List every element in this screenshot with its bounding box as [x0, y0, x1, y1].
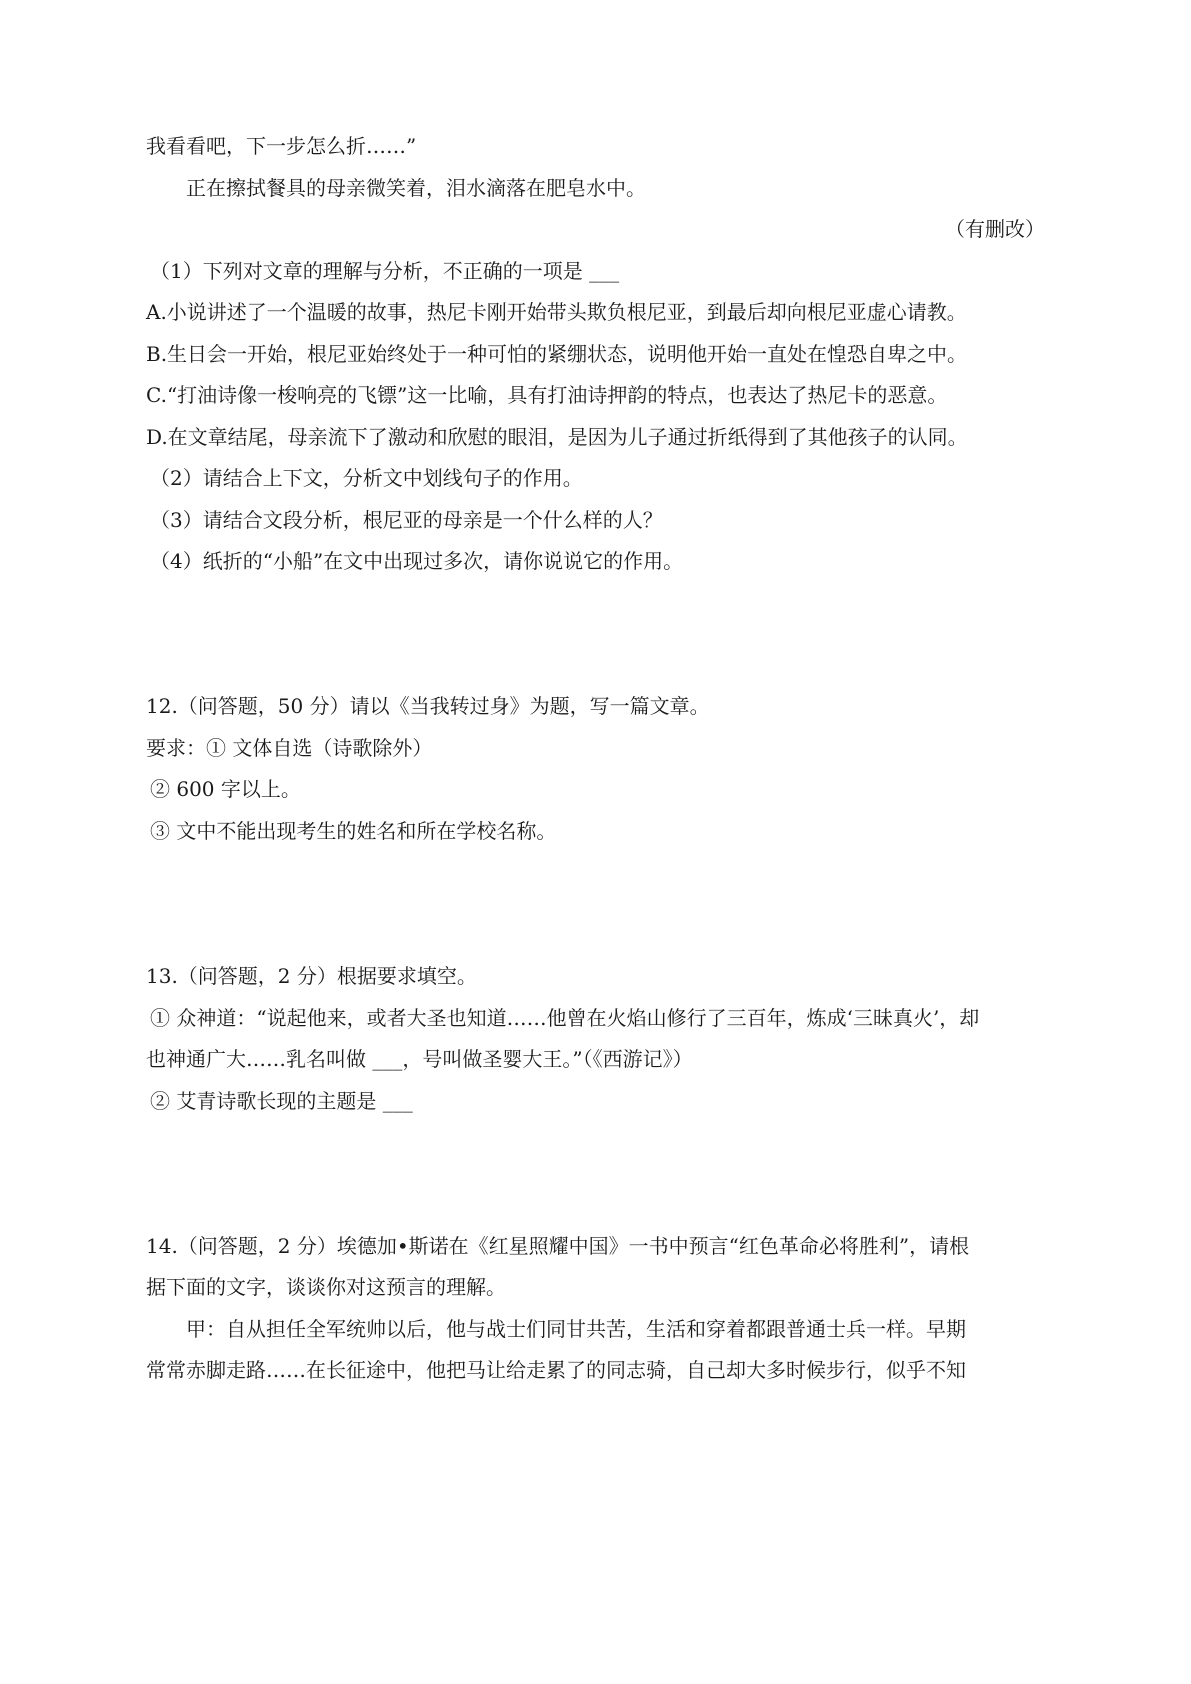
q13-item1-cont: 也神通广大……乳名叫做 ___，号叫做圣婴大王。”（《西游记》）: [146, 1047, 693, 1071]
q13-item1: ① 众神道：“说起他来，或者大圣也知道……他曾在火焰山修行了三百年，炼成‘三昧真火’，却: [150, 1006, 980, 1030]
q14-title: 14.（问答题，2 分）埃德加•斯诺在《红星照耀中国》一书中预言“红色革命必将胜利”，请根: [146, 1234, 970, 1258]
q14-paragraph-cont: 常常赤脚走路……在长征途中，他把马让给走累了的同志骑，自己却大多时候步行，似乎不知: [146, 1358, 966, 1382]
q12-requirement: 要求：① 文体自选（诗歌除外）: [146, 736, 433, 760]
q11-option-c: C.“打油诗像一梭响亮的飞镖”这一比喻，具有打油诗押韵的特点，也表达了热尼卡的恶意。: [146, 383, 948, 407]
q11-sub3: （3）请结合文段分析，根尼亚的母亲是一个什么样的人？: [150, 508, 663, 532]
q11-sub1: （1）下列对文章的理解与分析，不正确的一项是 ___: [150, 259, 620, 283]
q11-option-b: B.生日会一开始，根尼亚始终处于一种可怕的紧绷状态，说明他开始一直处在惶恐自卑之中。: [146, 342, 968, 366]
q14-title-cont: 据下面的文字，谈谈你对这预言的理解。: [146, 1275, 506, 1299]
passage-line: 正在擦拭餐具的母亲微笑着，泪水滴落在肥皂水中。: [186, 176, 646, 200]
source-note: （有删改）: [945, 217, 1045, 241]
q11-sub2: （2）请结合上下文，分析文中划线句子的作用。: [150, 466, 583, 490]
q11-option-a: A.小说讲述了一个温暖的故事，热尼卡刚开始带头欺负根尼亚，到最后却向根尼亚虚心请教。: [146, 300, 967, 324]
q13-title: 13.（问答题，2 分）根据要求填空。: [146, 964, 477, 988]
q12-requirement: ③ 文中不能出现考生的姓名和所在学校名称。: [150, 819, 557, 843]
q14-paragraph: 甲：自从担任全军统帅以后，他与战士们同甘共苦，生活和穿着都跟普通士兵一样。早期: [186, 1317, 966, 1341]
q12-requirement: ② 600 字以上。: [150, 777, 301, 801]
q13-item2: ② 艾青诗歌长现的主题是 ___: [150, 1089, 413, 1113]
passage-line: 我看看吧，下一步怎么折……”: [146, 134, 417, 158]
q12-title: 12.（问答题，50 分）请以《当我转过身》为题，写一篇文章。: [146, 694, 710, 718]
q11-sub4: （4）纸折的“小船”在文中出现过多次，请你说说它的作用。: [150, 549, 684, 573]
q11-option-d: D.在文章结尾，母亲流下了激动和欣慰的眼泪，是因为儿子通过折纸得到了其他孩子的认同。: [146, 425, 968, 449]
